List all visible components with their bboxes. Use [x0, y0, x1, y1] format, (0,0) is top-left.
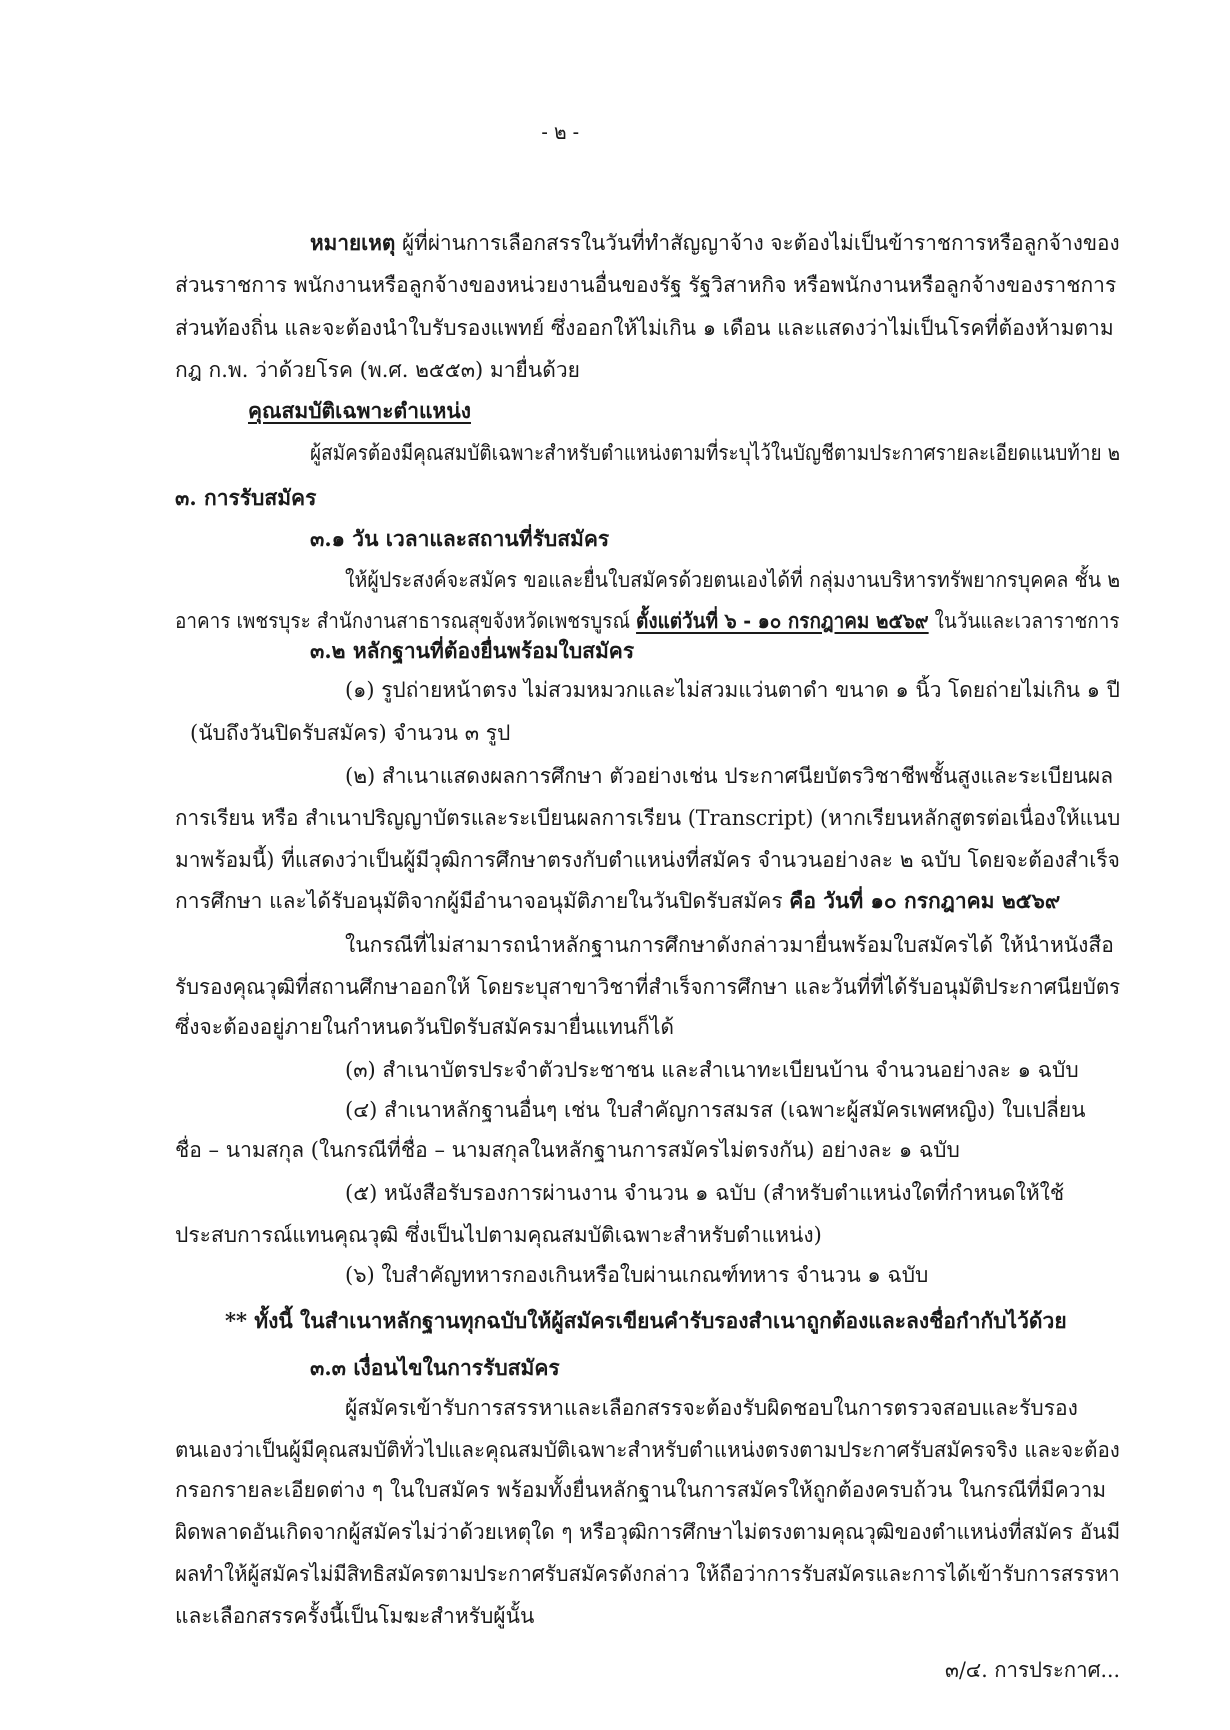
item-4-line-1: (๔) สำเนาหลักฐานอื่นๆ เช่น ใบสำคัญการสมรส (เฉพาะผู้สมัครเพศหญิง) ใบเปลี่ยน	[345, 1098, 1086, 1122]
section-3-1-line-1: ให้ผู้ประสงค์จะสมัคร ขอและยื่นใบสมัครด้วยตนเองได้ที่ กลุ่มงานบริหารทรัพยากรบุคคล ชั้น ๒	[345, 568, 1121, 592]
item-2-note-line-2: รับรองคุณวุฒิที่สถานศึกษาออกให้ โดยระบุสาขาวิชาที่สำเร็จการศึกษา และวันที่ที่ได้รับอนุมัติประกาศนียบัตร	[175, 975, 1121, 999]
item-2-line-4	[175, 890, 1060, 912]
item-1-line-1: (๑) รูปถ่ายหน้าตรง ไม่สวมหมวกและไม่สวมแว่นตาดำ ขนาด ๑ นิ้ว โดยถ่ายไม่เกิน ๑ ปี	[345, 678, 1120, 702]
remark-line-1	[310, 232, 1120, 254]
copy-certification-note: ** ทั้งนี้ ในสำเนาหลักฐานทุกฉบับให้ผู้สมัครเขียนคำรับรองสำเนาถูกต้องและลงชื่อกำกับไว้ด้วย	[225, 1308, 1067, 1333]
section-3-3-line-6: และเลือกสรรครั้งนี้เป็นโมฆะสำหรับผู้นั้น	[175, 1604, 535, 1628]
section-3-3-line-1: ผู้สมัครเข้ารับการสรรหาและเลือกสรรจะต้องรับผิดชอบในการตรวจสอบและรับรอง	[345, 1396, 1078, 1420]
remark-text-1: ผู้ที่ผ่านการเลือกสรรในวันที่ทำสัญญาจ้าง จะต้องไม่เป็นข้าราชการหรือลูกจ้างของ	[402, 231, 1120, 255]
item-2-note-line-1: ในกรณีที่ไม่สามารถนำหลักฐานการศึกษาดังกล่าวมายื่นพร้อมใบสมัครได้ ให้นำหนังสือ	[345, 933, 1114, 957]
item-2-line-1: (๒) สำเนาแสดงผลการศึกษา ตัวอย่างเช่น ประกาศนียบัตรวิชาชีพชั้นสูงและระเบียนผล	[345, 764, 1114, 788]
section-3-3-line-5: ผลทำให้ผู้สมัครไม่มีสิทธิสมัครตามประกาศรับสมัครดังกล่าว ให้ถือว่าการรับสมัครและการได้เข้ารับการสรรหา	[175, 1562, 1120, 1586]
continuation-footer: ๓/๔. การประกาศ...	[945, 1658, 1120, 1682]
item-4-line-2: ชื่อ – นามสกุล (ในกรณีที่ชื่อ – นามสกุลในหลักฐานการสมัครไม่ตรงกัน) อย่างละ ๑ ฉบับ	[175, 1138, 960, 1162]
item-1-line-2: (นับถึงวันปิดรับสมัคร) จำนวน ๓ รูป	[190, 721, 511, 745]
remark-line-2: ส่วนราชการ พนักงานหรือลูกจ้างของหน่วยงานอื่นของรัฐ รัฐวิสาหกิจ หรือพนักงานหรือลูกจ้างของราชการ	[175, 273, 1117, 297]
item-2-line-3: มาพร้อมนี้) ที่แสดงว่าเป็นผู้มีวุฒิการศึกษาตรงกับตำแหน่งที่สมัคร จำนวนอย่างละ ๒ ฉบับ โดยจะต้องสำเร็จ	[175, 848, 1120, 872]
item-2-line-2: การเรียน หรือ สำเนาปริญญาบัตรและระเบียนผลการเรียน (Transcript) (หากเรียนหลักสูตรต่อเนื่องให้แนบ	[175, 806, 1121, 830]
page-number: - ๒ -	[541, 120, 580, 144]
remark-label: หมายเหตุ	[310, 230, 396, 255]
item-2-note-line-3: ซึ่งจะต้องอยู่ภายในกำหนดวันปิดรับสมัครมายื่นแทนก็ได้	[175, 1015, 675, 1039]
item-3: (๓) สำเนาบัตรประจำตัวประชาชน และสำเนาทะเบียนบ้าน จำนวนอย่างละ ๑ ฉบับ	[345, 1058, 1079, 1082]
section-3-3-heading: ๓.๓ เงื่อนไขในการรับสมัคร	[310, 1355, 560, 1380]
remark-line-4: กฎ ก.พ. ว่าด้วยโรค (พ.ศ. ๒๕๕๓) มายื่นด้วย	[175, 358, 580, 382]
section-3-1-line-2-c: ในวันและเวลาราชการ	[928, 609, 1120, 633]
section-3-1-line-2	[175, 610, 1120, 632]
section-3-2-heading: ๓.๒ หลักฐานที่ต้องยื่นพร้อมใบสมัคร	[310, 638, 635, 663]
qualification-text: ผู้สมัครต้องมีคุณสมบัติเฉพาะสำหรับตำแหน่งตามที่ระบุไว้ในบัญชีตามประกาศรายละเอียดแนบท้าย ๒	[310, 441, 1121, 465]
remark-line-3: ส่วนท้องถิ่น และจะต้องนำใบรับรองแพทย์ ซึ่งออกให้ไม่เกิน ๑ เดือน และแสดงว่าไม่เป็นโรคที่ต้องห้ามตาม	[175, 316, 1114, 340]
item-5-line-1: (๕) หนังสือรับรองการผ่านงาน จำนวน ๑ ฉบับ (สำหรับตำแหน่งใดที่กำหนดให้ใช้	[345, 1181, 1065, 1205]
application-dates: ตั้งแต่วันที่ ๖ - ๑๐ กรกฎาคม ๒๕๖๙	[636, 608, 929, 633]
section-3-3-line-4: ผิดพลาดอันเกิดจากผู้สมัครไม่ว่าด้วยเหตุใด ๆ หรือวุฒิการศึกษาไม่ตรงตามคุณวุฒิของตำแหน่งที่สมัคร อันมี	[175, 1520, 1121, 1544]
section-3-3-line-2: ตนเองว่าเป็นผู้มีคุณสมบัติทั่วไปและคุณสมบัติเฉพาะสำหรับตำแหน่งตรงตามประกาศรับสมัครจริง และจะต้อง	[175, 1438, 1120, 1462]
qualification-heading: คุณสมบัติเฉพาะตำแหน่ง	[248, 398, 471, 423]
section-3-1-heading: ๓.๑ วัน เวลาและสถานที่รับสมัคร	[310, 526, 610, 551]
closing-date: คือ วันที่ ๑๐ กรกฎาคม ๒๕๖๙	[789, 888, 1061, 913]
section-3-3-line-3: กรอกรายละเอียดต่าง ๆ ในใบสมัคร พร้อมทั้งยื่นหลักฐานในการสมัครให้ถูกต้องครบถ้วน ในกรณีที่มีความ	[175, 1478, 1107, 1502]
item-2-line-4-a: การศึกษา และได้รับอนุมัติจากผู้มีอำนาจอนุมัติภายในวันปิดรับสมัคร	[175, 889, 790, 913]
item-6: (๖) ใบสำคัญทหารกองเกินหรือใบผ่านเกณฑ์ทหาร จำนวน ๑ ฉบับ	[345, 1263, 929, 1287]
section-3-heading: ๓. การรับสมัคร	[175, 485, 317, 510]
section-3-1-line-2-a: อาคาร เพชรบุระ สำนักงานสาธารณสุขจังหวัดเพชรบูรณ์	[175, 609, 637, 633]
item-5-line-2: ประสบการณ์แทนคุณวุฒิ ซึ่งเป็นไปตามคุณสมบัติเฉพาะสำหรับตำแหน่ง)	[175, 1223, 822, 1247]
